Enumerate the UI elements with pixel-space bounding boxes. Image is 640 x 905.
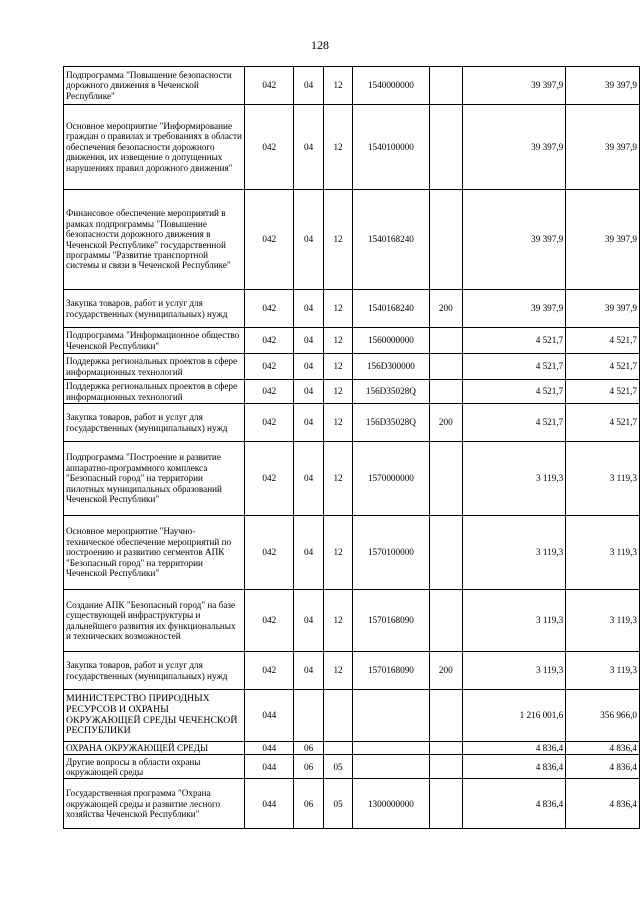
row-grbs: 044 [245, 755, 294, 779]
table-row [64, 380, 640, 404]
row-grbs: 042 [245, 354, 294, 380]
row-grbs: 044 [245, 690, 294, 742]
row-subsection: 12 [324, 404, 353, 442]
row-expense-type [429, 105, 462, 190]
row-grbs: 042 [245, 105, 294, 190]
row-name: Другие вопросы в области охраны окружающей среды [64, 755, 245, 779]
row-target-article: 1560000000 [352, 328, 429, 354]
row-name: ОХРАНА ОКРУЖАЮЩЕЙ СРЕДЫ [64, 742, 245, 755]
row-name: Поддержка региональных проектов в сфере информационных технологий [64, 354, 245, 380]
row-name: Закупка товаров, работ и услуг для государственных (муниципальных) нужд [64, 290, 245, 328]
row-target-article: 1540168240 [352, 190, 429, 290]
row-sum-year-2: 4 521,7 [566, 354, 640, 380]
row-name: Поддержка региональных проектов в сфере информационных технологий [64, 380, 245, 404]
row-sum-year-2: 3 119,3 [566, 442, 640, 516]
row-section: 04 [294, 652, 324, 690]
row-name: Государственная программа "Охрана окружающей среды и развитие лесного хозяйства Чеченской Республики" [64, 779, 245, 829]
row-sum-year-1: 39 397,9 [462, 67, 566, 105]
table-row [64, 354, 640, 380]
row-grbs: 042 [245, 328, 294, 354]
row-target-article: 156D300000 [352, 354, 429, 380]
row-expense-type: 200 [429, 404, 462, 442]
row-expense-type [429, 328, 462, 354]
row-section: 04 [294, 354, 324, 380]
row-name: Основное мероприятие "Научно-техническое обеспечение мероприятий по построению и развитию сегментов АПК "Безопасный город" на территории Чеченской Республики" [64, 516, 245, 590]
row-sum-year-1: 3 119,3 [462, 652, 566, 690]
row-subsection [324, 742, 353, 755]
row-name: Основное мероприятие "Информирование граждан о правилах и требованиях в области обеспечения безопасности дорожного движения, их извещение о допущенных нарушениях правил дорожного движения" [64, 105, 245, 190]
row-sum-year-1: 4 521,7 [462, 404, 566, 442]
row-subsection: 12 [324, 380, 353, 404]
row-section: 04 [294, 328, 324, 354]
row-sum-year-2: 39 397,9 [566, 67, 640, 105]
row-grbs: 042 [245, 380, 294, 404]
row-grbs: 044 [245, 742, 294, 755]
row-subsection: 05 [324, 779, 353, 829]
row-section [294, 690, 324, 742]
row-subsection: 12 [324, 105, 353, 190]
row-section: 06 [294, 779, 324, 829]
row-sum-year-1: 4 521,7 [462, 354, 566, 380]
row-section: 04 [294, 290, 324, 328]
row-subsection: 12 [324, 516, 353, 590]
row-sum-year-1: 3 119,3 [462, 516, 566, 590]
row-expense-type [429, 190, 462, 290]
row-grbs: 042 [245, 67, 294, 105]
table-row [64, 590, 640, 652]
row-section: 04 [294, 590, 324, 652]
row-sum-year-2: 4 836,4 [566, 779, 640, 829]
row-name: Закупка товаров, работ и услуг для государственных (муниципальных) нужд [64, 652, 245, 690]
row-expense-type [429, 755, 462, 779]
row-grbs: 044 [245, 779, 294, 829]
row-section: 04 [294, 442, 324, 516]
row-section: 04 [294, 105, 324, 190]
row-sum-year-1: 39 397,9 [462, 105, 566, 190]
row-grbs: 042 [245, 442, 294, 516]
row-subsection: 05 [324, 755, 353, 779]
row-target-article: 1570168090 [352, 652, 429, 690]
row-sum-year-2: 3 119,3 [566, 590, 640, 652]
row-target-article: 1570168090 [352, 590, 429, 652]
row-name: Создание АПК "Безопасный город" на базе существующей инфраструктуры и дальнейшего развития их функциональных и технических возможностей [64, 590, 245, 652]
table-row [64, 755, 640, 779]
table-row [64, 690, 640, 742]
row-target-article [352, 742, 429, 755]
budget-table [63, 66, 640, 829]
row-sum-year-1: 39 397,9 [462, 290, 566, 328]
row-expense-type [429, 516, 462, 590]
row-subsection [324, 690, 353, 742]
page-number: 128 [311, 38, 329, 52]
row-subsection: 12 [324, 442, 353, 516]
row-grbs: 042 [245, 652, 294, 690]
row-target-article: 1570000000 [352, 442, 429, 516]
table-row [64, 290, 640, 328]
row-sum-year-1: 39 397,9 [462, 190, 566, 290]
table-row [64, 67, 640, 105]
row-sum-year-2: 3 119,3 [566, 516, 640, 590]
table-row [64, 442, 640, 516]
row-sum-year-1: 3 119,3 [462, 590, 566, 652]
table-row [64, 190, 640, 290]
row-target-article: 1540000000 [352, 67, 429, 105]
row-target-article: 156D35028Q [352, 404, 429, 442]
row-target-article [352, 690, 429, 742]
row-target-article: 1540100000 [352, 105, 429, 190]
row-sum-year-1: 4 836,4 [462, 779, 566, 829]
row-section: 06 [294, 755, 324, 779]
row-name: Закупка товаров, работ и услуг для государственных (муниципальных) нужд [64, 404, 245, 442]
row-sum-year-1: 4 836,4 [462, 755, 566, 779]
row-subsection: 12 [324, 328, 353, 354]
row-target-article: 1300000000 [352, 779, 429, 829]
row-sum-year-2: 4 521,7 [566, 404, 640, 442]
row-name: Подпрограмма "Повышение безопасности дорожного движения в Чеченской Республике" [64, 67, 245, 105]
table-row [64, 742, 640, 755]
row-expense-type [429, 590, 462, 652]
row-target-article [352, 755, 429, 779]
row-expense-type [429, 380, 462, 404]
row-name: Подпрограмма "Информационное общество Чеченской Республики" [64, 328, 245, 354]
row-section: 06 [294, 742, 324, 755]
table-row [64, 328, 640, 354]
table-row [64, 779, 640, 829]
row-expense-type [429, 442, 462, 516]
row-section: 04 [294, 190, 324, 290]
row-sum-year-2: 356 966,0 [566, 690, 640, 742]
row-expense-type [429, 690, 462, 742]
row-expense-type: 200 [429, 290, 462, 328]
row-section: 04 [294, 380, 324, 404]
row-sum-year-1: 4 521,7 [462, 328, 566, 354]
row-section: 04 [294, 404, 324, 442]
row-grbs: 042 [245, 590, 294, 652]
row-grbs: 042 [245, 290, 294, 328]
row-sum-year-2: 4 521,7 [566, 380, 640, 404]
row-subsection: 12 [324, 290, 353, 328]
table-row [64, 404, 640, 442]
table-row [64, 652, 640, 690]
row-target-article: 1540168240 [352, 290, 429, 328]
row-grbs: 042 [245, 404, 294, 442]
row-name: МИНИСТЕРСТВО ПРИРОДНЫХ РЕСУРСОВ И ОХРАНЫ ОКРУЖАЮЩЕЙ СРЕДЫ ЧЕЧЕНСКОЙ РЕСПУБЛИКИ [64, 690, 245, 742]
row-expense-type: 200 [429, 652, 462, 690]
row-subsection: 12 [324, 590, 353, 652]
row-target-article: 156D35028Q [352, 380, 429, 404]
row-section: 04 [294, 516, 324, 590]
row-sum-year-2: 39 397,9 [566, 105, 640, 190]
table-row [64, 516, 640, 590]
row-sum-year-2: 4 836,4 [566, 742, 640, 755]
row-subsection: 12 [324, 190, 353, 290]
row-subsection: 12 [324, 354, 353, 380]
row-sum-year-2: 3 119,3 [566, 652, 640, 690]
row-grbs: 042 [245, 516, 294, 590]
row-sum-year-2: 4 836,4 [566, 755, 640, 779]
row-expense-type [429, 779, 462, 829]
row-sum-year-1: 4 836,4 [462, 742, 566, 755]
row-name: Подпрограмма "Построение и развитие аппаратно-программного комплекса "Безопасный город" на территории пилотных муниципальных образований Чеченской Республики" [64, 442, 245, 516]
row-grbs: 042 [245, 190, 294, 290]
row-target-article: 1570100000 [352, 516, 429, 590]
row-sum-year-2: 39 397,9 [566, 290, 640, 328]
row-sum-year-1: 4 521,7 [462, 380, 566, 404]
row-sum-year-2: 39 397,9 [566, 190, 640, 290]
row-expense-type [429, 354, 462, 380]
row-section: 04 [294, 67, 324, 105]
row-subsection: 12 [324, 652, 353, 690]
table-row [64, 105, 640, 190]
row-name: Финансовое обеспечение мероприятий в рамках подпрограммы "Повышение безопасности дорожного движения в Чеченской Республике" государственной программы "Развитие транспортной системы и связи в Чеченской Республике" [64, 190, 245, 290]
row-subsection: 12 [324, 67, 353, 105]
row-sum-year-2: 4 521,7 [566, 328, 640, 354]
row-expense-type [429, 742, 462, 755]
row-expense-type [429, 67, 462, 105]
row-sum-year-1: 1 216 001,6 [462, 690, 566, 742]
row-sum-year-1: 3 119,3 [462, 442, 566, 516]
